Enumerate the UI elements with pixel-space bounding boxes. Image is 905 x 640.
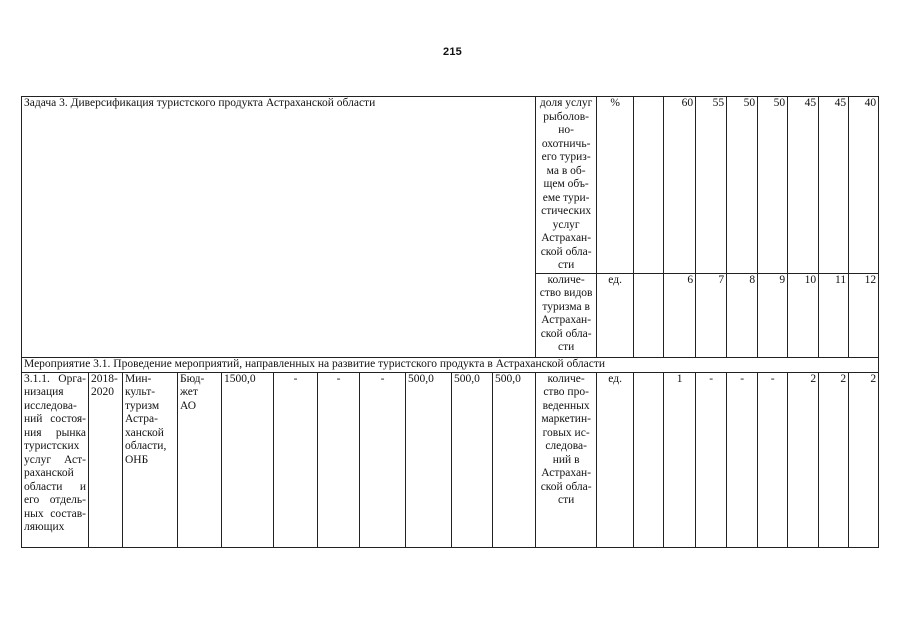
indicator-value-cell: 45 [819,97,849,274]
indicator-value-cell: 11 [819,273,849,357]
indicator-value-cell: 6 [664,273,696,357]
item-source-cell: Бюд- жет АО [178,372,222,547]
indicator-value-cell: 45 [788,97,819,274]
item-finance-cell: - [318,372,360,547]
indicator-value-cell: 9 [758,273,788,357]
indicator-value-cell: 50 [758,97,788,274]
indicator-value-cell: 12 [849,273,879,357]
item-base-cell [634,372,664,547]
indicator-value-cell: 10 [788,273,819,357]
item-total-cell: 1500,0 [222,372,274,547]
item-value-cell: 1 [664,372,696,547]
item-unit-cell: ед. [597,372,634,547]
item-value-cell: 2 [788,372,819,547]
task-row [22,97,879,274]
measure-title: Мероприятие 3.1. Проведение мероприятий, направленных на развитие туристского продукта в Астраханской области [22,357,879,372]
page-number: 215 [443,46,462,58]
indicator-name-cell: доля услуг рыболов- но- охотничь- его туриз- ма в об- щем объ- еме тури- стических услуг Астрахан- ской обла- сти [536,97,597,274]
indicator-value-cell: 8 [727,273,758,357]
item-value-cell: 2 [819,372,849,547]
item-finance-cell: 500,0 [406,372,452,547]
item-value-cell: - [727,372,758,547]
item-finance-cell: - [274,372,318,547]
item-value-cell: - [696,372,727,547]
indicator-value-cell: 50 [727,97,758,274]
indicator-base-cell [634,273,664,357]
indicator-value-cell: 60 [664,97,696,274]
item-indicator-cell: количе- ство про- веденных маркетин- говых ис- следова- ний в Астрахан- ской обла- сти [536,372,597,547]
indicator-value-cell: 7 [696,273,727,357]
indicator-value-cell: 40 [849,97,879,274]
indicator-base-cell [634,97,664,274]
program-table [21,96,879,548]
item-row [22,372,879,547]
item-finance-cell: 500,0 [493,372,536,547]
measure-row [22,357,879,372]
item-finance-cell: 500,0 [452,372,493,547]
indicator-value-cell: 55 [696,97,727,274]
item-name-cell: 3.1.1. Орга- низация исследова- ний состоя- ния рынка туристских услуг Аст- раханской области и его отдель- ных состав- ляющих [22,372,89,547]
indicator-name-cell: количе- ство видов туризма в Астрахан- ской обла- сти [536,273,597,357]
item-period-cell: 2018- 2020 [89,372,123,547]
indicator-unit-cell: % [597,97,634,274]
item-value-cell: - [758,372,788,547]
item-finance-cell: - [360,372,406,547]
task-title: Задача 3. Диверсификация туристского продукта Астраханской области [22,97,536,358]
item-executor-cell: Мин- культ- туризм Астра- ханской области, ОНБ [123,372,178,547]
indicator-unit-cell: ед. [597,273,634,357]
item-value-cell: 2 [849,372,879,547]
